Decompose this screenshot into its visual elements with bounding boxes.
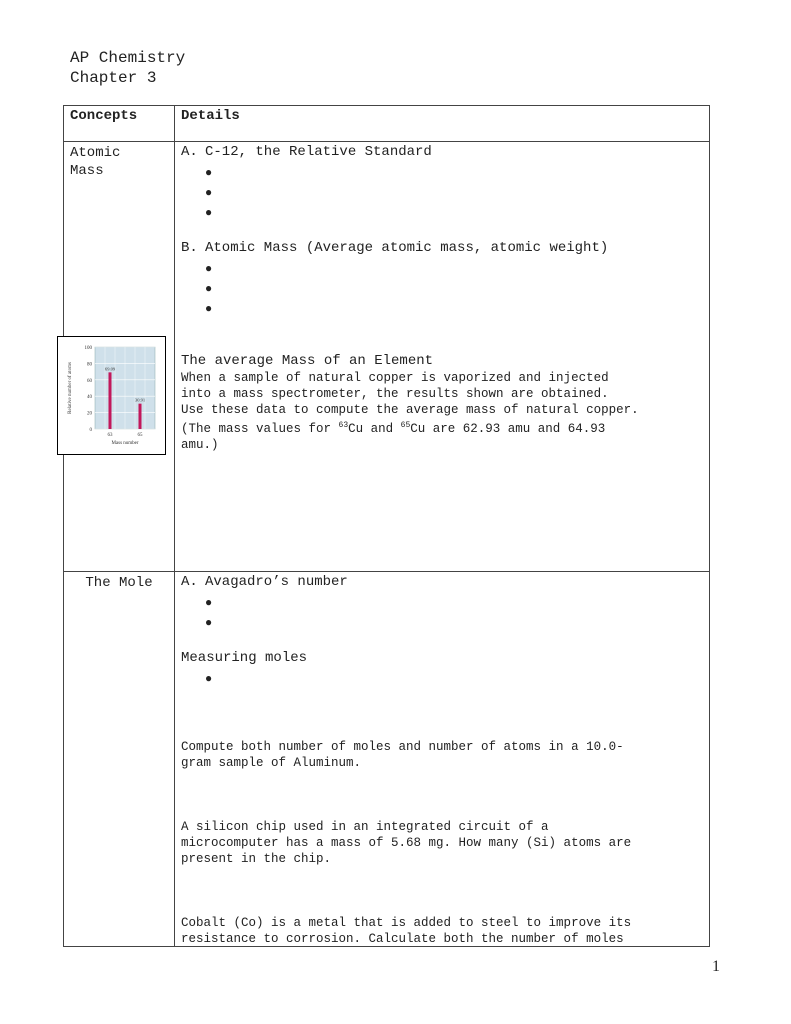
mass-spectrum-chart <box>57 336 166 455</box>
y-axis-label: Relative number of atoms <box>68 362 73 414</box>
bar <box>109 372 112 429</box>
course-title: AP Chemistry <box>70 49 186 67</box>
y-tick-label: 40 <box>87 395 92 401</box>
measuring-moles: Measuring moles <box>181 650 308 666</box>
x-tick-label: 63 <box>107 433 113 438</box>
header-concepts: Concepts <box>64 106 175 142</box>
header-details: Details <box>175 106 710 142</box>
mole-a-text: Avagadro’s number <box>205 574 348 590</box>
section-b-label: B. <box>181 240 198 256</box>
chapter-title: Chapter 3 <box>70 69 157 87</box>
x-axis-label: Mass number <box>111 441 139 446</box>
average-mass-problem: When a sample of natural copper is vaporized and injected into a mass spectrometer, the results shown are obtained. Use these data to compute the average mass of natural copper. (The mass values for $^{63}$Cu and $^{65}$Cu are 62.93 amu and 64.93 amu.) <box>181 371 639 453</box>
bullet: ● <box>205 166 213 180</box>
notes-table <box>63 105 710 947</box>
mole-a-label: A. <box>181 574 198 590</box>
y-tick-label: 100 <box>84 346 92 351</box>
bullet: ● <box>205 186 213 200</box>
page-number: 1 <box>712 958 720 975</box>
bullet: ● <box>205 616 213 630</box>
bullet: ● <box>205 596 213 610</box>
question-silicon: A silicon chip used in an integrated circuit of a microcomputer has a mass of 5.68 mg. How many (Si) atoms are present in the chip. <box>181 820 632 866</box>
data-label: 30.91 <box>134 397 146 403</box>
bullet: ● <box>205 262 213 276</box>
bullet: ● <box>205 206 213 220</box>
y-tick-label: 80 <box>87 362 92 368</box>
concept-atomic-mass: Atomic Mass <box>64 142 175 572</box>
data-label: 69.09 <box>104 366 116 372</box>
y-tick-label: 0 <box>89 428 92 433</box>
y-tick-label: 60 <box>87 378 92 384</box>
section-b-text: Atomic Mass (Average atomic mass, atomic weight) <box>205 240 609 256</box>
average-mass-title: The average Mass of an Element <box>181 353 434 369</box>
document-header <box>70 48 185 88</box>
bullet: ● <box>205 672 213 686</box>
x-tick-label: 65 <box>137 433 143 438</box>
question-aluminum: Compute both number of moles and number of atoms in a 10.0- gram sample of Aluminum. <box>181 740 624 770</box>
details-the-mole <box>175 572 710 947</box>
question-cobalt: Cobalt (Co) is a metal that is added to steel to improve its resistance to corrosion. Calculate both the number of moles <box>181 916 632 946</box>
bullet: ● <box>205 302 213 316</box>
section-a-text: C-12, the Relative Standard <box>205 144 432 160</box>
details-atomic-mass <box>175 142 710 572</box>
bullet: ● <box>205 282 213 296</box>
section-a-label: A. <box>181 144 198 160</box>
y-tick-label: 20 <box>87 411 92 417</box>
chart-svg <box>58 337 165 454</box>
bar <box>139 404 142 429</box>
concept-the-mole: The Mole <box>64 572 175 947</box>
